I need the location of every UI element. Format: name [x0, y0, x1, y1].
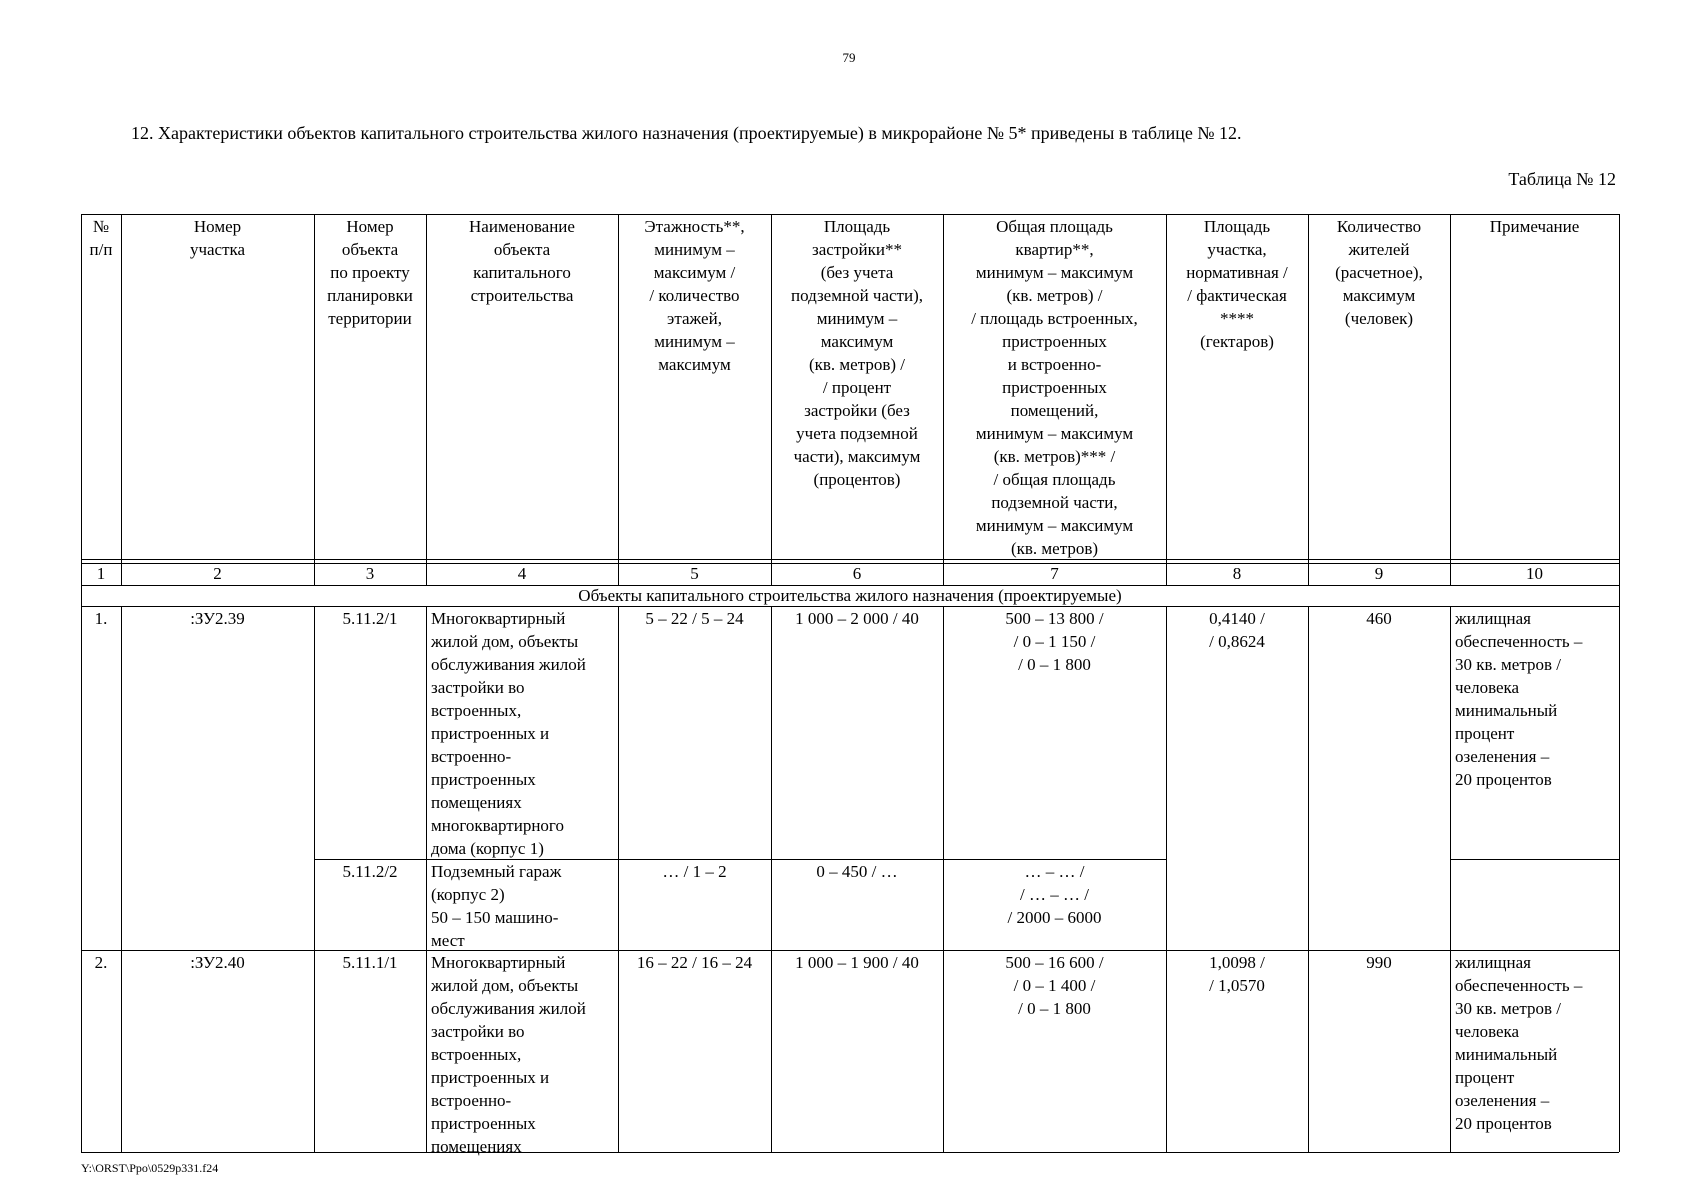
column-number: 6	[852, 564, 862, 583]
column-number: 1	[96, 564, 106, 583]
residents-value: 990	[1366, 953, 1392, 972]
object-code: 5.11.2/1	[342, 609, 398, 628]
header-flats-area: Общая площадь квартир**, минимум – максимум (кв. метров) / / площадь встроенных, пристроенных и встроенно- пристроенных помещений, минимум – максимум (кв. метров)*** / / общая площадь подземной части, минимум – максимум (кв. метров)	[971, 217, 1138, 558]
row-number: 1.	[94, 609, 108, 628]
footprint-value: 1 000 – 2 000 / 40	[795, 609, 919, 628]
row-number: 2.	[94, 953, 108, 972]
header-object-name: Наименование объекта капитального строительства	[469, 217, 575, 305]
header-note: Примечание	[1489, 217, 1580, 236]
column-number: 8	[1232, 564, 1242, 583]
plot-area-value: 0,4140 / / 0,8624	[1209, 609, 1265, 651]
section-title: Объекты капитального строительства жилого назначения (проектируемые)	[82, 586, 1618, 606]
column-number: 2	[213, 564, 222, 583]
intro-paragraph: 12. Характеристики объектов капитального строительства жилого назначения (проектируемые) в микрорайоне № 5* приведены в таблице № 12.	[131, 123, 1242, 143]
floors-value: 5 – 22 / 5 – 24	[645, 609, 744, 628]
column-number: 9	[1374, 564, 1384, 583]
file-path-footer: Y:\ORST\Ppo\0529p331.f24	[81, 1161, 219, 1175]
note-value: жилищная обеспеченность – 30 кв. метров / человека минимальный процент озеленения – 20 процентов	[1455, 609, 1583, 789]
floors-value: … / 1 – 2	[662, 862, 727, 881]
characteristics-table	[81, 214, 1619, 1156]
column-number: 4	[517, 564, 527, 583]
note-value	[1450, 859, 1619, 950]
header-plot: Номер участка	[189, 217, 246, 259]
object-name: Подземный гараж (корпус 2) 50 – 150 машино- мест	[431, 862, 562, 950]
column-number: 7	[1050, 564, 1059, 583]
header-residents: Количество жителей (расчетное), максимум (человек)	[1335, 217, 1423, 328]
flats-area-value: 500 – 13 800 / / 0 – 1 150 / / 0 – 1 800	[1005, 609, 1104, 674]
plot-number: :ЗУ2.40	[190, 953, 245, 972]
footprint-value: 0 – 450 / …	[816, 862, 898, 881]
header-object-number: Номер объекта по проекту планировки территории	[327, 217, 413, 328]
plot-area-value: 1,0098 / / 1,0570	[1209, 953, 1265, 995]
object-code: 5.11.2/2	[342, 862, 398, 881]
object-name: Многоквартирный жилой дом, объекты обслуживания жилой застройки во встроенных, пристроенных и встроенно- пристроенных помещениях	[431, 953, 586, 1156]
column-number: 10	[1526, 564, 1543, 583]
plot-number: :ЗУ2.39	[190, 609, 245, 628]
note-value: жилищная обеспеченность – 30 кв. метров / человека минимальный процент озеленения – 20 процентов	[1455, 953, 1583, 1133]
footprint-value: 1 000 – 1 900 / 40	[795, 953, 919, 972]
flats-area-value: 500 – 16 600 / / 0 – 1 400 / / 0 – 1 800	[1005, 953, 1104, 1018]
flats-area-value: … – … / / … – … / / 2000 – 6000	[1007, 862, 1102, 927]
table-caption: Таблица № 12	[1508, 169, 1616, 189]
object-name: Многоквартирный жилой дом, объекты обслуживания жилой застройки во встроенных, пристроенных и встроенно- пристроенных помещениях многоквартирного дома (корпус 1)	[431, 609, 586, 858]
header-footprint: Площадь застройки** (без учета подземной части), минимум – максимум (кв. метров) / / процент застройки (без учета подземной части), максимум (процентов)	[790, 217, 923, 489]
header-floors: Этажность**, минимум – максимум / / количество этажей, минимум – максимум	[644, 217, 745, 374]
residents-value: 460	[1366, 609, 1392, 628]
floors-value: 16 – 22 / 16 – 24	[636, 953, 753, 972]
header-number: № п/п	[89, 217, 113, 259]
object-code: 5.11.1/1	[342, 953, 398, 972]
column-number: 5	[690, 564, 699, 583]
page-number: 79	[842, 50, 856, 65]
column-number: 3	[365, 564, 375, 583]
header-plot-area: Площадь участка, нормативная / / фактическая **** (гектаров)	[1186, 217, 1288, 351]
